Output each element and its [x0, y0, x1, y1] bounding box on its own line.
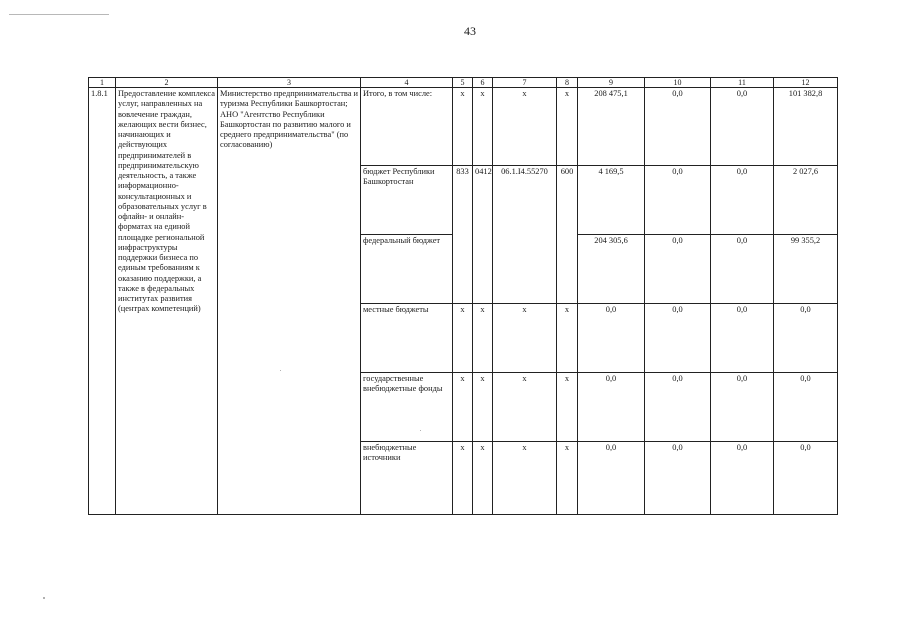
funding-source-cell: внебюджетные источники: [361, 442, 453, 515]
c8-cell: x: [557, 373, 578, 442]
funding-source-cell: бюджет Республики Башкортостан: [361, 166, 453, 235]
c10-cell: 0,0: [645, 88, 711, 166]
scan-speck: [43, 597, 45, 599]
c10-cell: 0,0: [645, 166, 711, 235]
c8-cell: x: [557, 304, 578, 373]
c7-cell: x: [493, 442, 557, 515]
program-table: [88, 77, 838, 515]
c10-cell: 0,0: [645, 373, 711, 442]
c10-cell: 0,0: [645, 442, 711, 515]
c7-cell: x: [493, 304, 557, 373]
scan-speck: [420, 430, 421, 431]
col-header-5: 5: [453, 78, 473, 88]
c8-cell: 600: [557, 166, 578, 304]
c11-cell: 0,0: [711, 166, 774, 235]
header-rule: [9, 14, 109, 15]
c11-cell: 0,0: [711, 373, 774, 442]
c9-cell: 0,0: [578, 442, 645, 515]
page-number: 43: [464, 24, 476, 38]
table-row: [89, 88, 838, 166]
c12-cell: 101 382,8: [774, 88, 838, 166]
item-number-cell: 1.8.1: [89, 88, 116, 515]
item-description-cell: Предоставление комплекса услуг, направленных на вовлечение граждан, желающих вести бизнес, начинающих и действующих предпринимателей в предпринимательскую деятельность, а также информационно-консультационных и образовательных услуг в офлайн- и онлайн-форматах на единой площадке региональной инфраструктуры поддержки бизнеса по единым требованиям к оказанию поддержки, а также в федеральных институтах развития (центрах компетенций): [116, 88, 218, 515]
executor-cell: Министерство предпринимательства и туризма Республики Башкортостан; АНО "Агентство Республики Башкортостан по развитию малого и среднего предпринимательства" (по согласованию): [218, 88, 361, 515]
c5-cell: x: [453, 304, 473, 373]
scan-speck: [280, 370, 281, 371]
c11-cell: 0,0: [711, 88, 774, 166]
c9-cell: 208 475,1: [578, 88, 645, 166]
funding-source-cell: государственные внебюджетные фонды: [361, 373, 453, 442]
c5-cell: x: [453, 442, 473, 515]
c9-cell: 204 305,6: [578, 235, 645, 304]
col-header-2: 2: [116, 78, 218, 88]
c7-cell: 06.1.I4.55270: [493, 166, 557, 304]
c5-cell: x: [453, 373, 473, 442]
c8-cell: x: [557, 88, 578, 166]
col-header-11: 11: [711, 78, 774, 88]
c5-cell: x: [453, 88, 473, 166]
funding-source-cell: Итого, в том числе:: [361, 88, 453, 166]
c11-cell: 0,0: [711, 442, 774, 515]
c12-cell: 0,0: [774, 442, 838, 515]
col-header-4: 4: [361, 78, 453, 88]
col-header-7: 7: [493, 78, 557, 88]
c12-cell: 2 027,6: [774, 166, 838, 235]
c6-cell: x: [473, 442, 493, 515]
funding-source-cell: федеральный бюджет: [361, 235, 453, 304]
col-header-8: 8: [557, 78, 578, 88]
col-header-3: 3: [218, 78, 361, 88]
c12-cell: 0,0: [774, 373, 838, 442]
col-header-1: 1: [89, 78, 116, 88]
c11-cell: 0,0: [711, 304, 774, 373]
c6-cell: x: [473, 373, 493, 442]
c10-cell: 0,0: [645, 304, 711, 373]
c8-cell: x: [557, 442, 578, 515]
c9-cell: 0,0: [578, 304, 645, 373]
c6-cell: 0412: [473, 166, 493, 304]
header-row: [89, 78, 838, 88]
c7-cell: x: [493, 88, 557, 166]
c6-cell: x: [473, 304, 493, 373]
c12-cell: 0,0: [774, 304, 838, 373]
c11-cell: 0,0: [711, 235, 774, 304]
c10-cell: 0,0: [645, 235, 711, 304]
col-header-10: 10: [645, 78, 711, 88]
c6-cell: x: [473, 88, 493, 166]
c7-cell: x: [493, 373, 557, 442]
c5-cell: 833: [453, 166, 473, 304]
funding-source-cell: местные бюджеты: [361, 304, 453, 373]
c9-cell: 0,0: [578, 373, 645, 442]
c9-cell: 4 169,5: [578, 166, 645, 235]
col-header-6: 6: [473, 78, 493, 88]
c12-cell: 99 355,2: [774, 235, 838, 304]
col-header-9: 9: [578, 78, 645, 88]
col-header-12: 12: [774, 78, 838, 88]
